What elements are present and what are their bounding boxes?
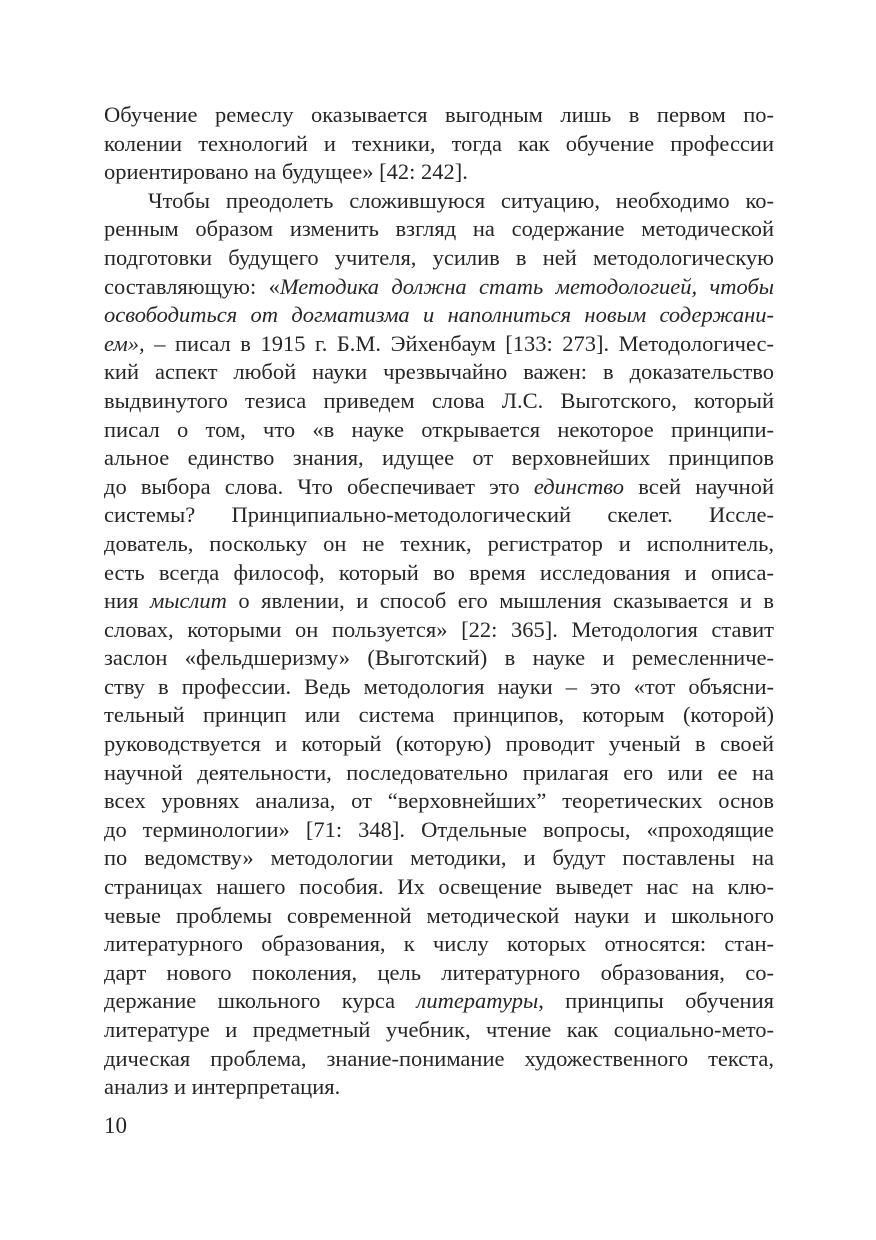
text-line [104,987,774,1016]
text-line: по ведомству» методологии методики, и будут поставлены на [104,845,774,871]
text-line: дарт нового поколения, цель литературного образования, со- [104,959,774,985]
text-line: до терминологии» [71: 348]. Отдельные вопросы, «проходящие [104,816,774,842]
text-line: колении технологий и техники, тогда как обучение профессии [104,130,774,156]
text-line [104,587,774,616]
italic-quote: ем», [104,330,145,356]
text-run: составляющую: « [104,273,280,299]
italic-word: единство [533,473,624,499]
text-line: освободиться от догматизма и наполниться новым содержани- [104,302,774,328]
text-line: заслон «фельдшеризму» (Выготский) в науке и ремесленниче- [104,645,774,671]
text-line: тельный принцип или система принципов, которым (которой) [104,702,774,728]
text-line: руководствуется и который (которую) проводит ученый в своей [104,731,774,757]
text-line: научной деятельности, последовательно прилагая его или ее на [104,759,774,785]
text-line: альное единство знания, идущее от верховнейших принципов [104,445,774,471]
text-line: страницах нашего пособия. Их освещение выведет нас на клю- [104,874,774,900]
text-line: Обучение ремеслу оказывается выгодным лишь в первом по- [104,102,774,127]
text-line: есть всегда философ, который во время исследования и описа- [104,559,774,585]
italic-word: мыслит [149,588,227,614]
text-run: держание школьного курса [104,988,417,1014]
text-line [104,330,774,359]
page-body [104,101,774,1102]
italic-quote: Методика должна стать методологией, чтобы [279,273,775,299]
text-run: всей научной [624,473,774,499]
paragraph-2 [104,187,774,1102]
text-line: кий аспект любой науки чрезвычайно важен: в доказательство [104,359,774,385]
text-run: , принципы обучения [538,988,774,1014]
text-run: о явлении, и способ его мышления сказывается и в [226,588,774,614]
text-run: ния [104,588,150,614]
text-line: словах, которыми он пользуется» [22: 365]. Методология ставит [104,616,774,642]
text-line: выдвинутого тезиса приведем слова Л.С. Выготского, который [104,387,774,413]
text-line: писал о том, что «в науке открывается некоторое принципи- [104,416,774,442]
page-number: 10 [104,1113,127,1138]
text-run: до выбора слова. Что обеспечивает это [104,473,534,499]
text-line [104,473,774,502]
italic-word: литературы [416,988,539,1014]
paragraph-1 [104,101,774,187]
text-line: подготовки будущего учителя, усилив в ней методологическую [104,244,774,270]
text-line: ориентировано на будущее» [42: 242]. [104,159,468,185]
text-line: чевые проблемы современной методической науки и школьного [104,902,774,928]
text-line: дическая проблема, знание-понимание художественного текста, [104,1045,774,1071]
text-run: – писал в 1915 г. Б.М. Эйхенбаум [133: 273]. Методологичес- [144,330,774,356]
text-line: дователь, поскольку он не техник, регистратор и исполнитель, [104,530,774,556]
text-line: Чтобы преодолеть сложившуюся ситуацию, необходимо ко- [148,187,774,213]
text-line: литературе и предметный учебник, чтение как социально-мето- [104,1017,774,1042]
text-line: системы? Принципиально-методологический скелет. Иссле- [104,502,774,528]
text-line: ству в профессии. Ведь методология науки – это «тот объясни- [104,673,774,699]
text-line: всех уровнях анализа, от “верховнейших” теоретических основ [104,788,774,814]
text-line: ренным образом изменить взгляд на содержание методической [104,216,774,242]
text-line [104,273,774,302]
text-line: анализ и интерпретация. [104,1074,341,1100]
text-line: литературного образования, к числу которых относятся: стан- [104,931,774,957]
